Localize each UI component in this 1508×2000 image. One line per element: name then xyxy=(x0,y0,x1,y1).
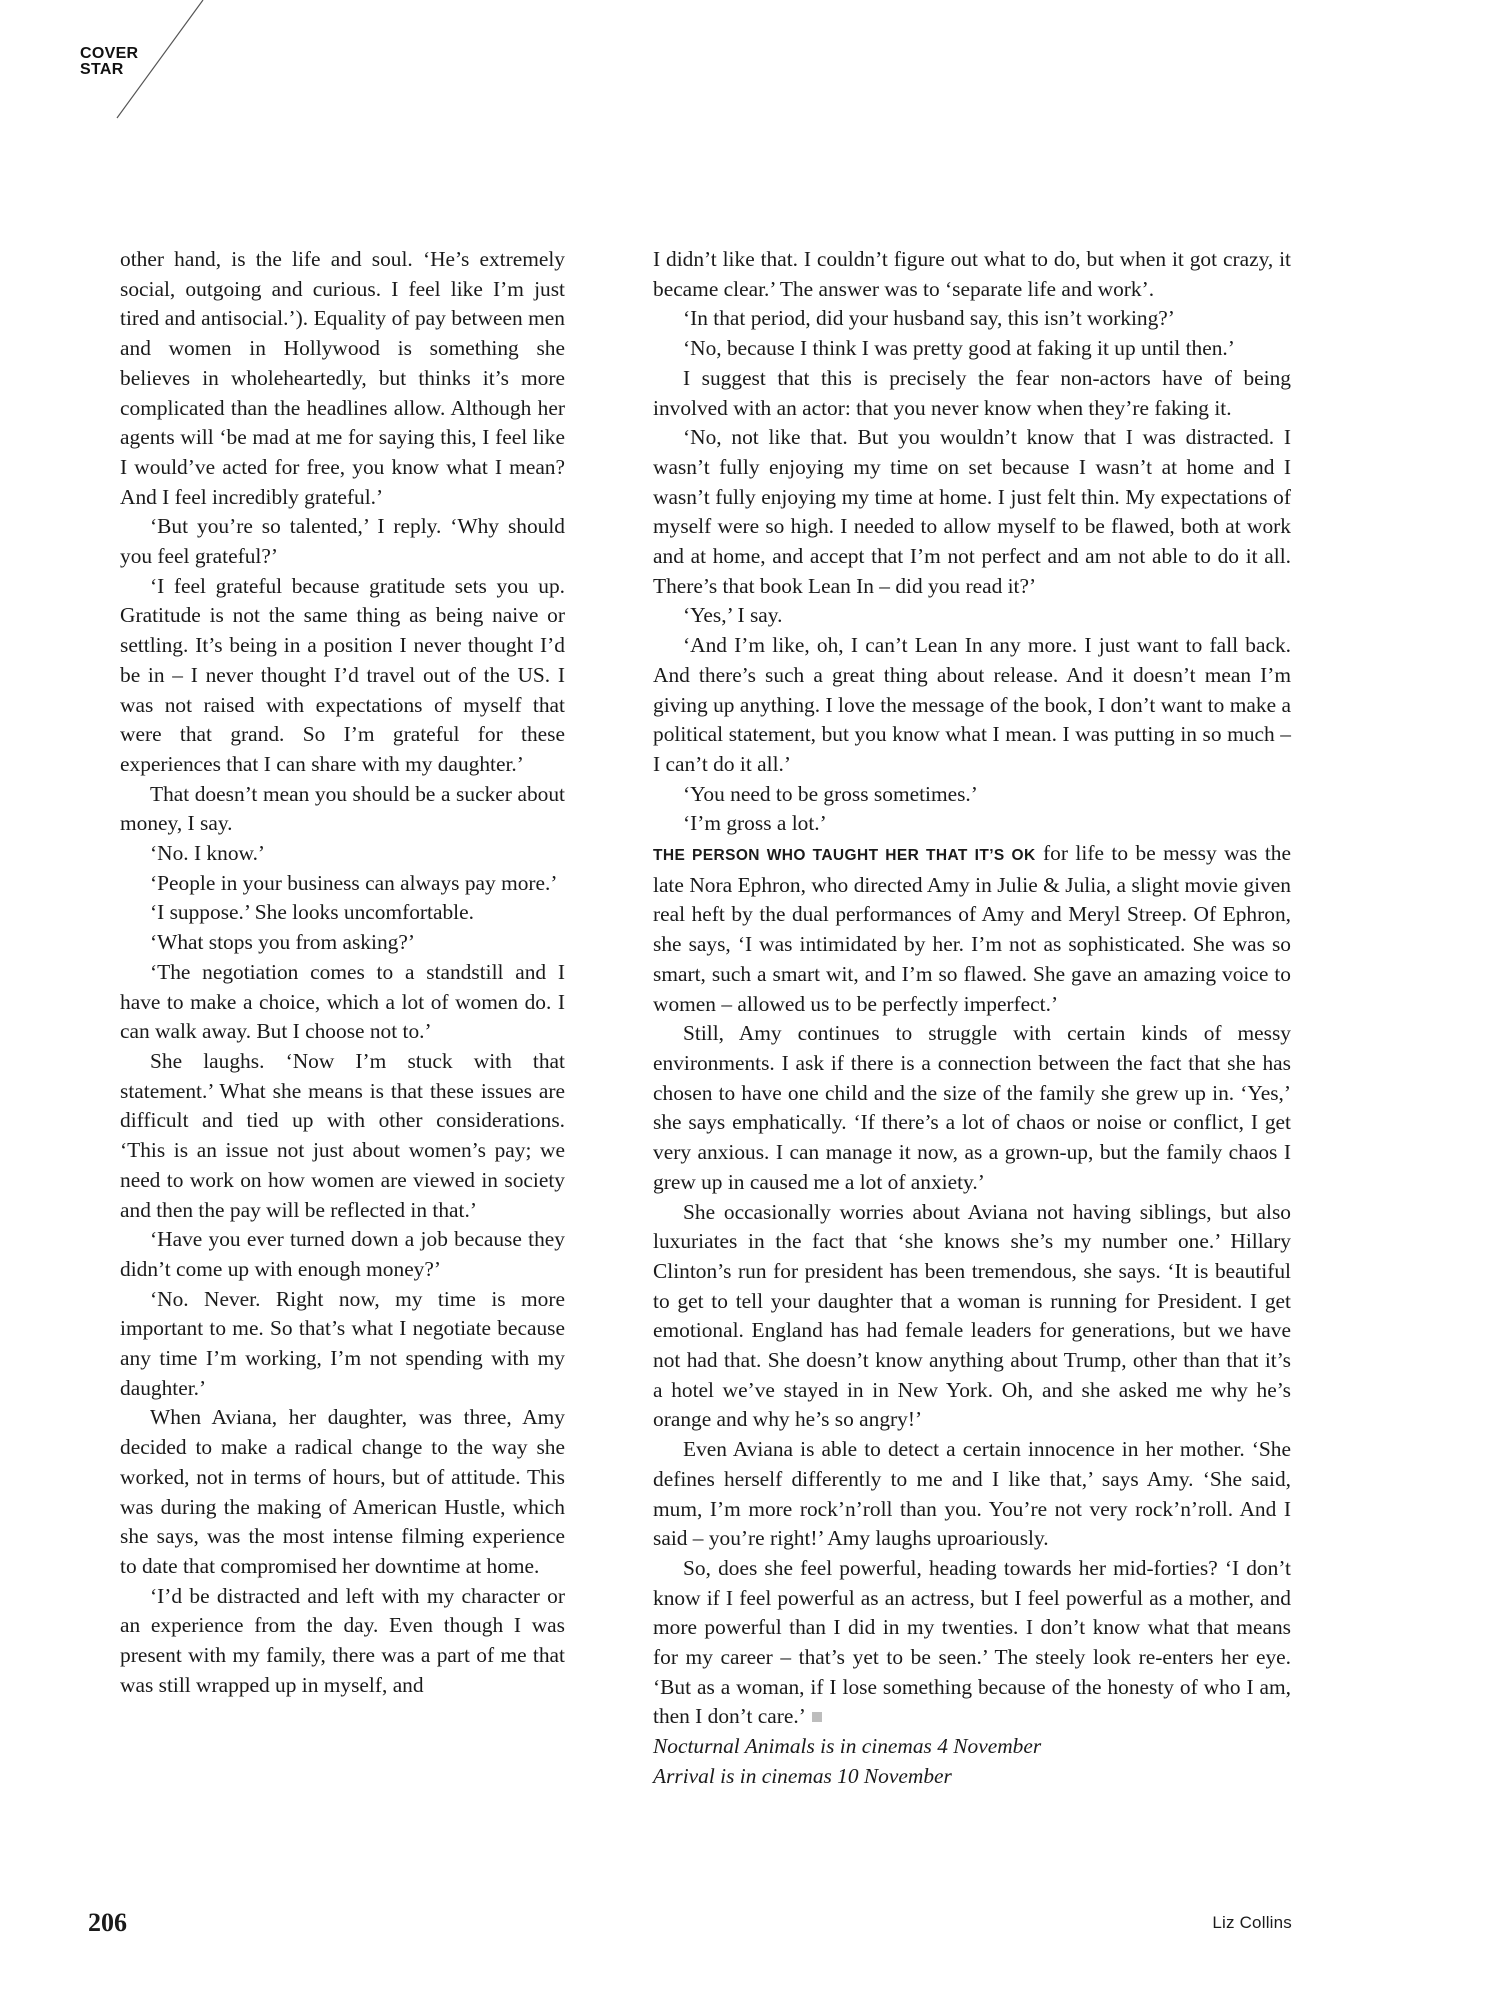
lead-text: for life to be messy was the late Nora Ephron, who directed Amy in Julie & Julia, a slight movie given real heft by the dual performances of Amy and Meryl Streep. Of Ephron, she says, ‘I was intimidated by her. I’m not as sophisticated. She was so smart, such a smart wit, and I’m so flawed. She gave an amazing voice to women – allowed us to be perfectly imperfect.’ xyxy=(653,841,1291,1016)
paragraph: ‘But you’re so talented,’ I reply. ‘Why should you feel grateful?’ xyxy=(120,514,565,569)
paragraph: I suggest that this is precisely the fear non-actors have of being involved with an actor: that you never know when they’re faking it. xyxy=(653,365,1291,420)
paragraph: ‘People in your business can always pay more.’ xyxy=(150,870,558,895)
paragraph: Still, Amy continues to struggle with certain kinds of messy environments. I ask if there is a connection between the fact that she has chosen to have one child and the size of the family she grew up in. ‘Yes,’ she says emphatically. ‘If there’s a lot of chaos or noise or conflict, I get very anxious. I can manage it now, as a grown-up, but the family chaos I grew up in caused me a lot of anxiety.’ xyxy=(653,1021,1291,1194)
release-date-line: Nocturnal Animals is in cinemas 4 November xyxy=(653,1734,1042,1759)
paragraph: ‘Have you ever turned down a job because they didn’t come up with enough money?’ xyxy=(120,1227,565,1281)
paragraph xyxy=(653,1554,1291,1732)
section-lead-paragraph xyxy=(653,839,1291,1019)
final-paragraph-text: So, does she feel powerful, heading towards her mid-forties? ‘I don’t know if I feel powerful as an actress, but I feel powerful as a mother, and more powerful than I did in my twenties. I don’t know what that means for my career – that’s yet to be seen.’ The steely look re-enters her eye. ‘But as a woman, if I lose something because of the honesty of who I am, then I don’t care.’ xyxy=(653,1555,1291,1729)
page-number: 206 xyxy=(88,1908,127,1937)
paragraph: ‘What stops you from asking?’ xyxy=(150,930,415,955)
paragraph: ‘No. I know.’ xyxy=(150,841,266,866)
photo-credit: Liz Collins xyxy=(1212,1913,1292,1932)
lead-in-caps: THE PERSON WHO TAUGHT HER THAT IT’S OK xyxy=(653,847,1036,865)
paragraph: other hand, is the life and soul. ‘He’s extremely social, outgoing and curious. I feel like I’m just tired and antisocial.’). Equality of pay between men and women in Hollywood is something she believes in wholeheartedly, but thinks it’s more complicated than the headlines allow. Although her agents will ‘be mad at me for saying this, I feel like I would’ve acted for free, you know what I mean? And I feel incredibly grateful.’ xyxy=(120,247,565,509)
paragraph: ‘Yes,’ I say. xyxy=(683,603,783,628)
paragraph: Even Aviana is able to detect a certain innocence in her mother. ‘She defines herself differently to me and I like that,’ says Amy. ‘She said, mum, I’m more rock’n’roll than you. You’re not very rock’n’roll. And I said – you’re right!’ Amy laughs uproariously. xyxy=(653,1437,1291,1551)
paragraph: She occasionally worries about Aviana not having siblings, but also luxuriates in the fact that ‘she knows she’s my number one.’ Hillary Clinton’s run for president has been tremendous, she says. ‘It is beautiful to get to tell your daughter that a woman is running for President. I get emotional. England has had female leaders for generations, but we have not had that. She doesn’t know anything about Trump, other than that it’s a hotel we’ve stayed in in New York. Oh, and she asked me why he’s orange and why he’s so angry!’ xyxy=(653,1199,1291,1432)
section-label-line1: COVER xyxy=(80,45,139,62)
paragraph: That doesn’t mean you should be a sucker about money, I say. xyxy=(120,781,565,836)
section-label-line2: STAR xyxy=(80,61,124,78)
end-of-article-mark xyxy=(812,1712,822,1722)
paragraph: ‘I’m gross a lot.’ xyxy=(683,811,827,836)
paragraph: She laughs. ‘Now I’m stuck with that statement.’ What she means is that these issues are difficult and tied up with other considerations. ‘This is an issue not just about women’s pay; we need to work on how women are viewed in society and then the pay will be reflected in that.’ xyxy=(120,1048,565,1222)
paragraph: ‘The negotiation comes to a standstill and I have to make a choice, which a lot of women do. I can walk away. But I choose not to.’ xyxy=(120,959,565,1044)
paragraph: ‘I suppose.’ She looks uncomfortable. xyxy=(150,900,474,925)
paragraph: ‘In that period, did your husband say, this isn’t working?’ xyxy=(683,306,1175,331)
paragraph: ‘No. Never. Right now, my time is more important to me. So that’s what I negotiate because any time I’m working, I’m not spending with my daughter.’ xyxy=(120,1286,565,1400)
paragraph: ‘You need to be gross sometimes.’ xyxy=(683,781,978,806)
release-date-line: Arrival is in cinemas 10 November xyxy=(653,1763,952,1788)
paragraph: I didn’t like that. I couldn’t figure out what to do, but when it got crazy, it became clear.’ The answer was to ‘separate life and work’. xyxy=(653,247,1291,301)
paragraph: ‘No, because I think I was pretty good at faking it up until then.’ xyxy=(683,336,1235,361)
paragraph: ‘And I’m like, oh, I can’t Lean In any more. I just want to fall back. And there’s such a great thing about release. And it doesn’t mean I’m giving up anything. I love the message of the book, I don’t want to make a political statement, but you know what I mean. I was putting in so much – I can’t do it all.’ xyxy=(653,633,1291,776)
article-column-left xyxy=(120,245,565,1700)
paragraph: ‘I feel grateful because gratitude sets you up. Gratitude is not the same thing as being naive or settling. It’s being in a position I never thought I’d be in – I never thought I’d travel out of the US. I was not raised with expectations of myself that were that grand. So I’m grateful for these experiences that I can share with my daughter.’ xyxy=(120,573,565,776)
article-column-right xyxy=(653,245,1291,1792)
section-label xyxy=(80,46,138,78)
paragraph: ‘I’d be distracted and left with my character or an experience from the day. Even though I was present with my family, there was a part of me that was still wrapped up in myself, and xyxy=(120,1583,565,1697)
paragraph: ‘No, not like that. But you wouldn’t know that I was distracted. I wasn’t fully enjoying my time on set because I wasn’t at home and I wasn’t fully enjoying my time at home. I just felt thin. My expectations of myself were so high. I needed to allow myself to be flawed, both at work and at home, and accept that I’m not perfect and am not able to do it all. There’s that book Lean In – did you read it?’ xyxy=(653,425,1291,598)
paragraph: When Aviana, her daughter, was three, Amy decided to make a radical change to the way she worked, not in terms of hours, but of attitude. This was during the making of American Hustle, which she says, was the most intense filming experience to date that compromised her downtime at home. xyxy=(120,1405,565,1578)
